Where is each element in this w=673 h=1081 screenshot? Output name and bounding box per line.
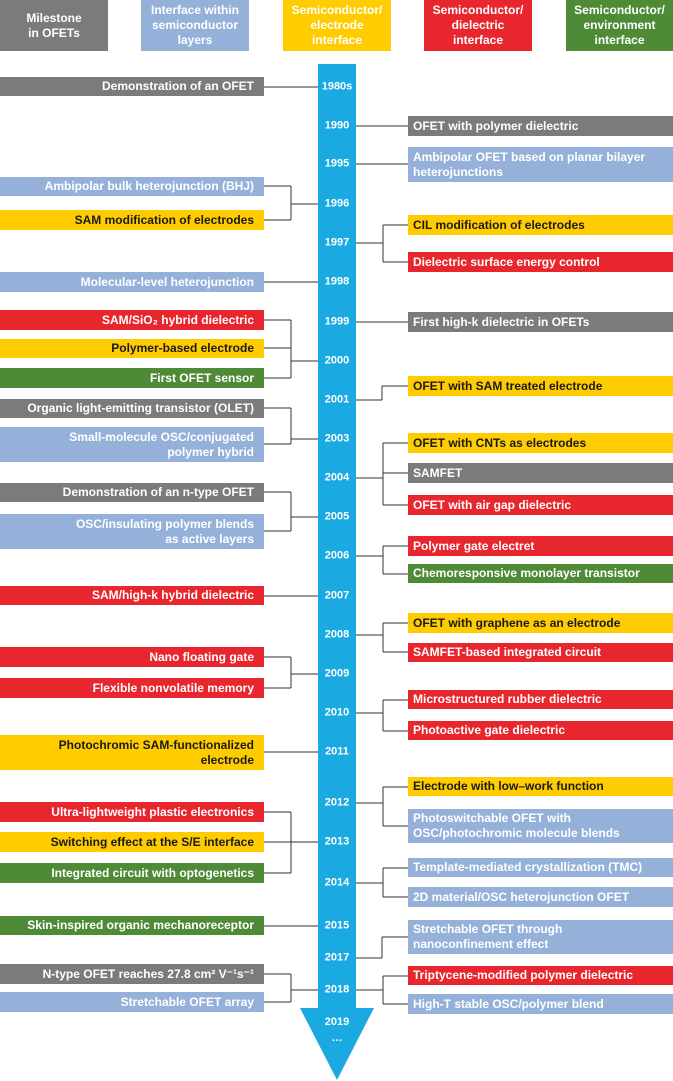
event-samfet-integrated-circuit: SAMFET-based integrated circuit xyxy=(408,643,673,662)
event-samfet: SAMFET xyxy=(408,463,673,483)
event-photochromic-sam-electrode: Photochromic SAM-functionalized electrode xyxy=(0,735,264,770)
event-nano-floating-gate: Nano floating gate xyxy=(0,647,264,667)
event-molecular-level-heterojunction: Molecular-level heterojunction xyxy=(0,272,264,292)
event-template-mediated-crystallization: Template-mediated crystallization (TMC) xyxy=(408,858,673,877)
event-ofet-air-gap-dielectric: OFET with air gap dielectric xyxy=(408,495,673,515)
year-label: 1997 xyxy=(324,236,350,249)
year-label: 2000 xyxy=(324,354,350,367)
year-label: 2010 xyxy=(324,706,350,719)
year-label: 2013 xyxy=(324,835,350,848)
year-label: 2017 xyxy=(324,951,350,964)
event-polymer-gate-electret: Polymer gate electret xyxy=(408,536,673,556)
event-osc-insulating-polymer-blends: OSC/insulating polymer blends as active layers xyxy=(0,514,264,549)
event-stretchable-ofet-nanoconfinement: Stretchable OFET through nanoconfinement effect xyxy=(408,920,673,954)
year-label: 1996 xyxy=(324,197,350,210)
year-label: 2011 xyxy=(325,745,349,758)
legend-semiconductor-environment: Semiconductor/ environment interface xyxy=(566,0,673,51)
event-high-t-stable-osc-blend: High-T stable OSC/polymer blend xyxy=(408,994,673,1014)
event-skin-inspired-mechanoreceptor: Skin-inspired organic mechanoreceptor xyxy=(0,916,264,935)
legend-semiconductor-electrode: Semiconductor/ electrode interface xyxy=(283,0,391,51)
event-first-ofet-sensor: First OFET sensor xyxy=(0,368,264,388)
year-label: 2015 xyxy=(324,919,350,932)
year-label: 1999 xyxy=(324,315,350,328)
year-label: 1990 xyxy=(324,119,350,132)
event-n-type-ofet-mobility: N-type OFET reaches 27.8 cm² V⁻¹s⁻¹ xyxy=(0,964,264,984)
year-label: 2006 xyxy=(324,549,350,562)
event-first-high-k-dielectric: First high-k dielectric in OFETs xyxy=(408,312,673,332)
event-sam-sio2-hybrid-dielectric: SAM/SiO₂ hybrid dielectric xyxy=(0,310,264,330)
event-ofet-sam-treated-electrode: OFET with SAM treated electrode xyxy=(408,376,673,396)
event-2d-material-heterojunction: 2D material/OSC heterojunction OFET xyxy=(408,887,673,907)
year-label: 2005 xyxy=(324,510,350,523)
event-sam-modification-electrodes: SAM modification of electrodes xyxy=(0,210,264,230)
event-polymer-based-electrode: Polymer-based electrode xyxy=(0,339,264,358)
event-switching-effect-se-interface: Switching effect at the S/E interface xyxy=(0,832,264,852)
legend-interface-within-semiconductor: Interface within semiconductor layers xyxy=(141,0,249,51)
year-label: 2001 xyxy=(324,393,350,406)
legend-semiconductor-dielectric: Semiconductor/ dielectric interface xyxy=(424,0,532,51)
event-small-molecule-osc-hybrid: Small-molecule OSC/conjugated polymer hybrid xyxy=(0,427,264,462)
year-label: 1995 xyxy=(324,157,350,170)
event-chemoresponsive-monolayer: Chemoresponsive monolayer transistor xyxy=(408,564,673,583)
event-olet: Organic light-emitting transistor (OLET) xyxy=(0,399,264,418)
event-n-type-ofet: Demonstration of an n-type OFET xyxy=(0,483,264,502)
event-integrated-circuit-optogenetics: Integrated circuit with optogenetics xyxy=(0,863,264,883)
event-triptycene-polymer-dielectric: Triptycene-modified polymer dielectric xyxy=(408,966,673,985)
event-photoactive-gate-dielectric: Photoactive gate dielectric xyxy=(408,721,673,740)
event-flexible-nonvolatile-memory: Flexible nonvolatile memory xyxy=(0,678,264,698)
year-label: 2018 xyxy=(324,983,350,996)
year-label: 2014 xyxy=(324,876,350,889)
event-sam-high-k-hybrid: SAM/high-k hybrid dielectric xyxy=(0,586,264,605)
event-ofet-cnt-electrodes: OFET with CNTs as electrodes xyxy=(408,433,673,453)
event-demonstration-of-ofet: Demonstration of an OFET xyxy=(0,77,264,96)
event-microstructured-rubber-dielectric: Microstructured rubber dielectric xyxy=(408,690,673,709)
event-ambipolar-planar-bilayer: Ambipolar OFET based on planar bilayer heterojunctions xyxy=(408,147,673,182)
year-label: 2004 xyxy=(324,471,350,484)
year-label: 2007 xyxy=(324,589,350,602)
year-label: 2003 xyxy=(324,432,350,445)
event-stretchable-ofet-array: Stretchable OFET array xyxy=(0,992,264,1012)
event-dielectric-surface-energy: Dielectric surface energy control xyxy=(408,252,673,272)
legend-milestone: Milestone in OFETs xyxy=(0,0,108,51)
year-label: 2008 xyxy=(324,628,350,641)
event-ultra-lightweight-plastic-electronics: Ultra-lightweight plastic electronics xyxy=(0,802,264,822)
event-photoswitchable-ofet: Photoswitchable OFET with OSC/photochromic molecule blends xyxy=(408,809,673,843)
event-electrode-low-work-function: Electrode with low–work function xyxy=(408,777,673,796)
year-label: 2009 xyxy=(324,667,350,680)
event-cil-modification-electrodes: CIL modification of electrodes xyxy=(408,215,673,235)
year-label: 1998 xyxy=(324,275,350,288)
event-ambipolar-bhj: Ambipolar bulk heterojunction (BHJ) xyxy=(0,177,264,196)
year-label: 2012 xyxy=(324,796,350,809)
year-label: 2019 … xyxy=(324,1016,350,1044)
event-ofet-graphene-electrode: OFET with graphene as an electrode xyxy=(408,613,673,633)
event-ofet-polymer-dielectric: OFET with polymer dielectric xyxy=(408,116,673,136)
year-label: 1980s xyxy=(321,80,353,93)
